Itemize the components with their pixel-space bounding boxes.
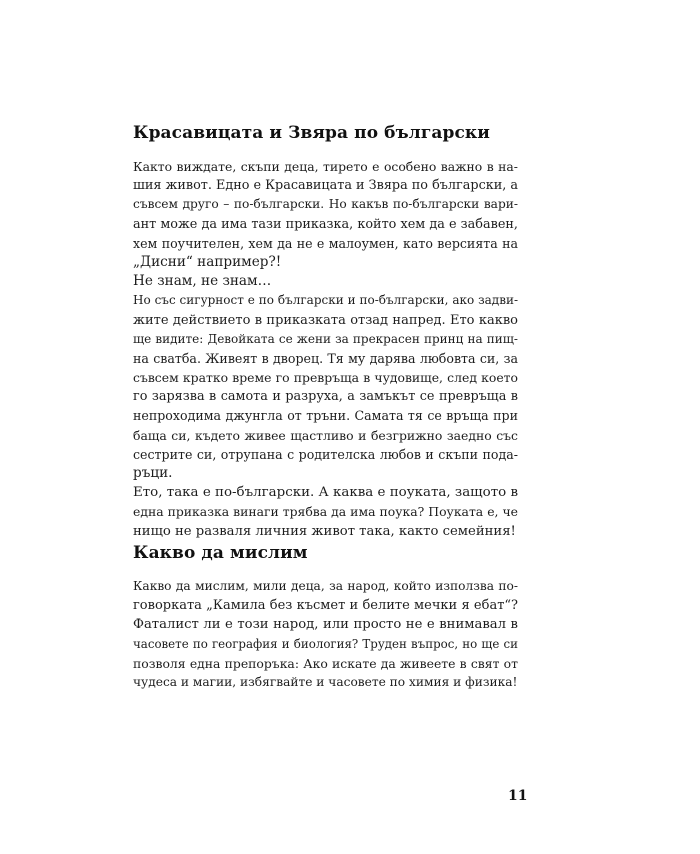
text-line: жите действието в приказката отзад напред. Ето какво (133, 312, 518, 328)
text-line: сестрите си, отрупана с родителска любов и скъпи пода- (133, 446, 518, 462)
page-number: 11 (508, 788, 528, 804)
text-line: Ето, така е по-български. А каква е поуката, защото в (133, 485, 518, 501)
text-line: на сватба. Живеят в дворец. Тя му дарява любовта си, за (133, 350, 518, 366)
text-line: Какво да мислим, мили деца, за народ, който използва по- (133, 579, 518, 593)
text-line: ант може да има тази приказка, който хем да е забавен, (133, 216, 518, 232)
section-body (133, 157, 518, 541)
text-line: Не знам, не знам… (133, 273, 272, 290)
text-line: една приказка винаги трябва да има поука? Поуката е, че (133, 504, 518, 520)
text-line: ръци. (133, 465, 173, 481)
text-line: съвсем друго – по-български. Но какъв по-български вари- (133, 197, 518, 212)
text-line: хем поучителен, хем да не е малоумен, като версията на (133, 235, 518, 251)
text-line: Но със сигурност е по български и по-български, ако задви- (133, 293, 518, 308)
text-line: говорката „Камила без късмет и белите мечки я ебат“? (133, 598, 518, 614)
text-line: баща си, където живее щастливо и безгрижно заедно със (133, 427, 518, 443)
text-line: Фаталист ли е този народ, или просто не е внимавал в (133, 617, 518, 633)
text-line: шия живот. Едно е Красавицата и Звяра по български, а (133, 178, 519, 194)
text-line: съвсем кратко време го превръща в чудовище, след което (133, 370, 518, 386)
text-line: часовете по география и биология? Труден въпрос, но ще си (133, 636, 518, 651)
text-line: непроходима джунгла от тръни. Самата тя се връща при (133, 408, 518, 424)
text-line: нищо не разваля личния живот така, както семейния! (133, 523, 516, 539)
text-line: позволя една препоръка: Ако искате да живеете в свят от (133, 655, 518, 671)
text-line: „Дисни“ например?! (133, 253, 282, 270)
section-beauty-and-beast (133, 123, 518, 541)
section-body (133, 577, 518, 692)
text-line: ще видите: Девойката се жени за прекрасен принц на пищ- (133, 331, 518, 346)
section-heading: Красавицата и Звяра по български (133, 123, 490, 143)
text-line: го зарязва в самота и разруха, а замъкът се превръща в (133, 389, 518, 405)
section-heading: Какво да мислим (133, 543, 308, 563)
text-line: чудеса и магии, избягвайте и часовете по химия и физика! (133, 674, 518, 689)
section-what-to-think (133, 543, 518, 692)
text-line: Както виждате, скъпи деца, тирето е особено важно в на- (133, 159, 518, 174)
